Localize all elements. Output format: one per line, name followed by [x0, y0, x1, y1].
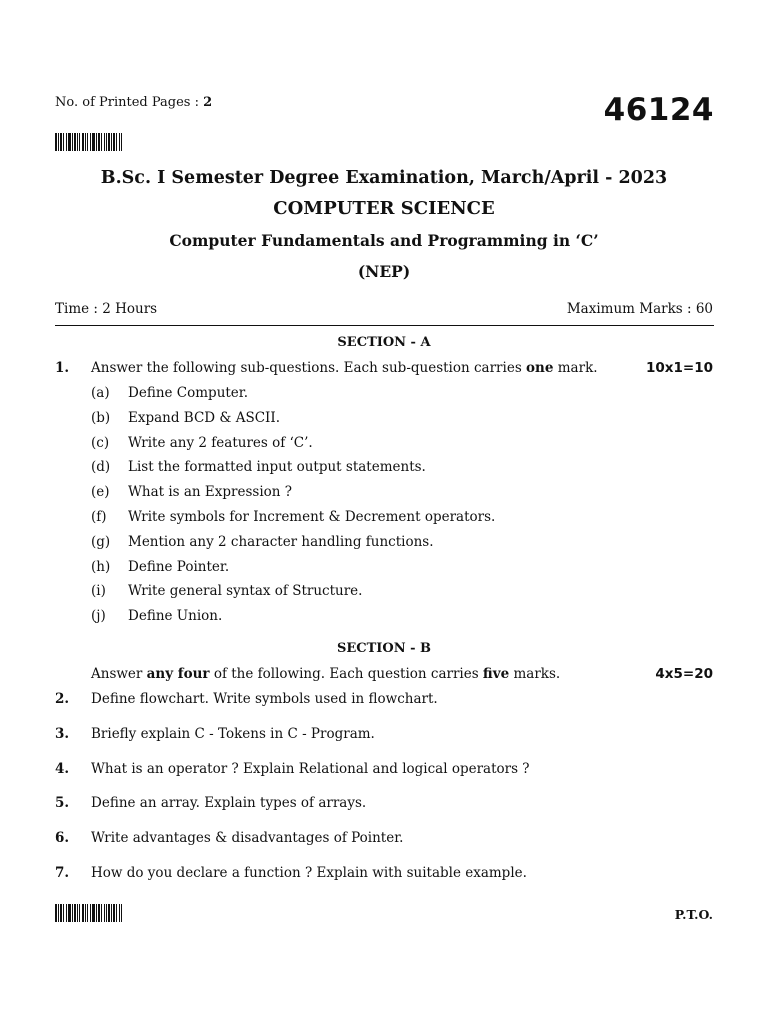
printed-pages-value: 2	[203, 95, 213, 110]
exam-title: B.Sc. I Semester Degree Examination, March/April - 2023	[100, 168, 668, 188]
question-number: 6.	[55, 830, 70, 846]
instruction-part: marks.	[509, 666, 561, 682]
sub-question-letter: (g)	[91, 534, 111, 550]
section-b-heading: SECTION - B	[336, 641, 432, 656]
paper-code: 46124	[603, 92, 714, 128]
sub-question-letter: (j)	[91, 608, 106, 624]
question-number: 4.	[55, 761, 70, 777]
question-text	[91, 360, 598, 376]
instruction-emphasis: five	[482, 666, 510, 682]
barcode-top	[55, 133, 149, 151]
sub-question-letter: (d)	[91, 459, 111, 475]
sub-question-letter: (h)	[91, 559, 111, 575]
divider-rule	[55, 325, 714, 326]
question-text: What is an operator ? Explain Relational and logical operators ?	[91, 761, 530, 777]
sub-question-text: Define Computer.	[128, 385, 249, 401]
question-number: 3.	[55, 726, 70, 742]
question-text: How do you declare a function ? Explain with suitable example.	[91, 865, 527, 881]
instruction-emphasis: any four	[146, 666, 210, 682]
question-number: 7.	[55, 865, 70, 881]
sub-question-text: Write symbols for Increment & Decrement operators.	[128, 509, 496, 525]
instruction-part: of the following. Each question carries	[209, 666, 483, 682]
sub-question-letter: (i)	[91, 583, 106, 599]
question-text: Write advantages & disadvantages of Pointer.	[91, 830, 404, 846]
barcode-bottom	[55, 904, 149, 922]
sub-question-letter: (c)	[91, 435, 110, 451]
sub-question-letter: (f)	[91, 509, 107, 525]
scheme-label: (NEP)	[357, 262, 411, 281]
sub-question-text: Define Union.	[128, 608, 223, 624]
question-text-part: mark.	[553, 360, 598, 376]
printed-pages-info	[55, 95, 212, 110]
maximum-marks: Maximum Marks : 60	[566, 301, 713, 317]
question-text: Define an array. Explain types of arrays.	[91, 795, 367, 811]
pto-label: P.T.O.	[674, 907, 713, 922]
question-number: 1.	[55, 360, 70, 376]
sub-question-letter: (b)	[91, 410, 111, 426]
marks-allocation: 10x1=10	[646, 360, 713, 376]
sub-question-text: Define Pointer.	[128, 559, 230, 575]
question-text-part: Answer the following sub-questions. Each sub-question carries	[91, 360, 527, 376]
sub-question-text: Write any 2 features of ‘C’.	[128, 435, 313, 451]
sub-question-letter: (e)	[91, 484, 110, 500]
marks-allocation: 4x5=20	[655, 666, 713, 682]
paper-title: Computer Fundamentals and Programming in ‘C’	[169, 231, 599, 250]
section-b-instruction	[91, 666, 560, 682]
question-text: Briefly explain C - Tokens in C - Program.	[91, 726, 375, 742]
question-number: 5.	[55, 795, 70, 811]
sub-question-text: List the formatted input output statements.	[128, 459, 426, 475]
sub-question-text: Write general syntax of Structure.	[128, 583, 363, 599]
sub-question-text: Expand BCD & ASCII.	[128, 410, 280, 426]
instruction-part: Answer	[91, 666, 147, 682]
sub-question-letter: (a)	[91, 385, 110, 401]
subject-title: COMPUTER SCIENCE	[273, 198, 495, 219]
question-text: Define flowchart. Write symbols used in flowchart.	[91, 691, 438, 707]
question-text-emphasis: one	[526, 360, 554, 376]
sub-question-text: What is an Expression ?	[128, 484, 292, 500]
sub-question-text: Mention any 2 character handling functions.	[128, 534, 434, 550]
section-a-heading: SECTION - A	[337, 335, 431, 350]
time-allowed: Time : 2 Hours	[55, 301, 158, 317]
question-number: 2.	[55, 691, 70, 707]
printed-pages-label: No. of Printed Pages :	[55, 95, 199, 110]
